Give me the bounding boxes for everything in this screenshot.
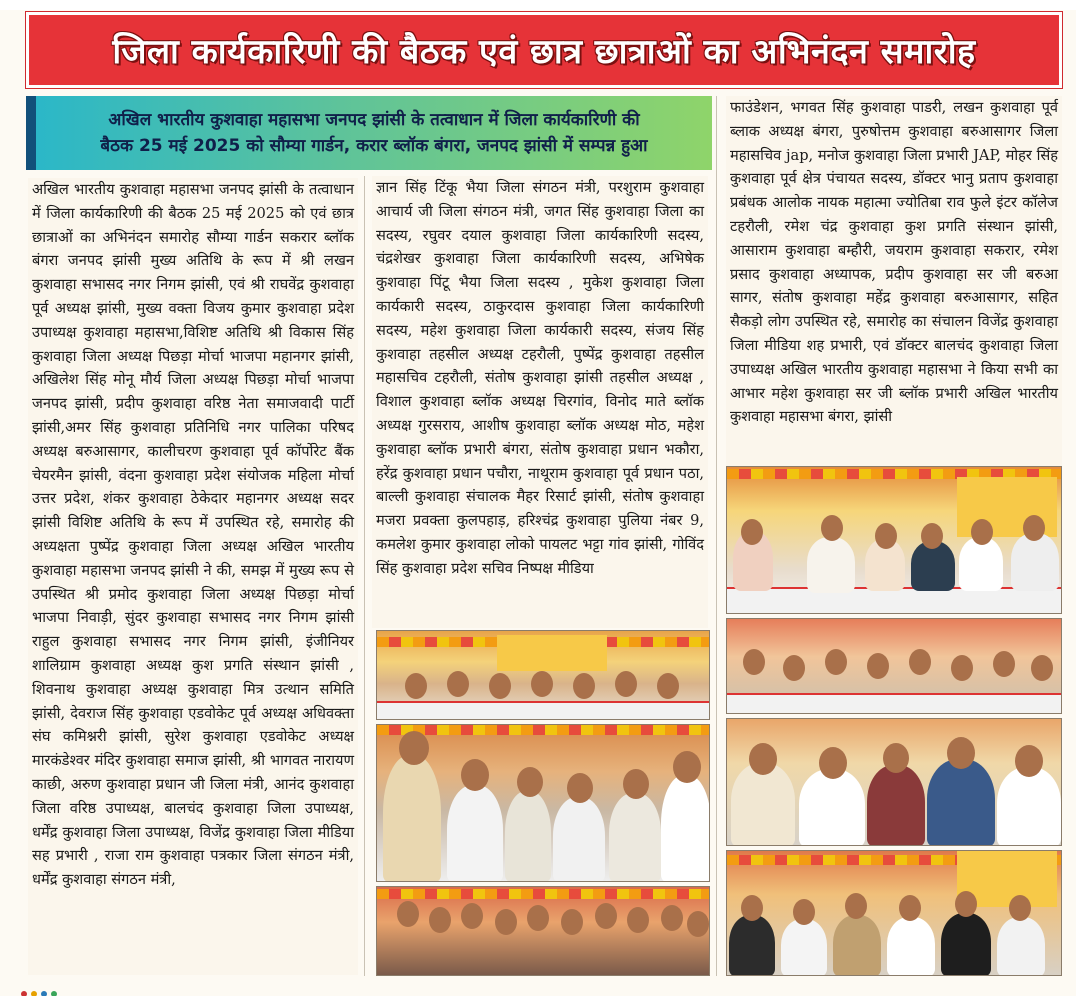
event-photo-stage xyxy=(376,630,710,720)
column-divider xyxy=(716,96,717,976)
event-photo-felicitation xyxy=(376,724,710,882)
headline: जिला कार्यकारिणी की बैठक एवं छात्र छात्राओं का अभिनंदन समारोह xyxy=(112,32,976,72)
event-photo-dais xyxy=(726,466,1062,614)
column-divider xyxy=(364,176,365,976)
event-photo-committee xyxy=(726,850,1062,976)
article-column-3: फाउंडेशन, भगवत सिंह कुशवाहा पाडरी, लखन कुशवाहा पूर्व ब्लाक अध्यक्ष बंगरा, पुरुषोत्तम कुशवाहा बरुआसागर जिला महासचिव jap, मनोज कुशवाहा जिला प्रभारी JAP, मोहर सिंह कुशवाहा पूर्व क्षेत्र पंचायत सदस्य, डॉक्टर भानु प्रताप कुशवाहा प्रबंधक आलोक नायक महात्मा ज्योतिबा राव फुले इंटर कॉलेज टहरौली, रमेश चंद्र कुशवाहा कुश प्रगति संस्थान झांसी, आसाराम कुशवाहा बम्हौरी, जयराम कुशवाहा सकरार, रमेश प्रसाद कुशवाहा अध्यापक, प्रदीप कुशवाहा सर जी बरुआ सागर, संतोष कुशवाहा महेंद्र कुशवाहा बरुआसागर, सहित सैकड़ो लोग उपस्थित रहे, समारोह का संचालन विजेंद्र कुशवाहा जिला मीडिया शह प्रभारी, एवं डॉक्टर बालचंद कुशवाहा जिला उपाध्यक्ष अखिल भारतीय कुशवाहा महासभा ने किया सभी का आभार महेश कुशवाहा सर जी ब्लॉक प्रभारी अखिल भारतीय कुशवाहा महासभा बंगरा, झांसी xyxy=(726,96,1062,468)
subheadline-line-1: अखिल भारतीय कुशवाहा महासभा जनपद झांसी के तत्वाधान में जिला कार्यकारिणी की xyxy=(108,110,640,130)
subheadline-line-2: बैठक 25 मई 2025 को सौम्या गार्डन, करार ब्लॉक बंगरा, जनपद झांसी में सम्पन्न हुआ xyxy=(100,136,648,156)
event-photo-students xyxy=(376,886,710,976)
article-column-1: अखिल भारतीय कुशवाहा महासभा जनपद झांसी के तत्वाधान में जिला कार्यकारिणी की बैठक 25 मई 2025 को एवं छात्र छात्राओं का अभिनंदन समारोह सौम्या गार्डन सकरार ब्लॉक बंगरा जनपद झांसी मुख्य अतिथि के रूप में श्री लखन कुशवाहा सभासद नगर निगम झांसी, एवं श्री राघवेंद्र कुशवाहा पूर्व अध्यक्ष झांसी, मुख्य वक्ता विजय कुमार कुशवाहा प्रदेश उपाध्यक्ष कुशवाहा महासभा,विशिष्ट अतिथि श्री विकास सिंह कुशवाहा जिला अध्यक्ष पिछड़ा मोर्चा भाजपा महानगर झांसी, अखिलेश सिंह मोनू मौर्य जिला अध्यक्ष पिछड़ा मोर्चा भाजपा जनपद झांसी, प्रदीप कुशवाहा वरिष्ठ नेता समाजवादी पार्टी झांसी,अमर सिंह कुशवाहा प्रतिनिधि नगर पालिका परिषद अध्यक्ष बरुआसागर, कालीचरण कुशवाहा पूर्व कॉर्पोरेट बैंक चेयरमैन झांसी, वंदना कुशवाहा प्रदेश संयोजक महिला मोर्चा उत्तर प्रदेश, शंकर कुशवाहा ठेकेदार महानगर अध्यक्ष सदर झांसी विशिष्ट अतिथि के रूप में उपस्थित रहे, समारोह की अध्यक्षता पुष्पेंद्र कुशवाहा जिला अध्यक्ष अखिल भारतीय कुशवाहा महासभा जनपद झांसी ने की, समझ में मुख्य रूप से उपस्थित श्री प्रमोद कुशवाहा जिला अध्यक्ष पिछड़ा मोर्चा भाजपा निवाड़ी, सुंदर कुशवाहा सभासद नगर निगम झांसी राहुल कुशवाहा सभासद नगर निगम झांसी, इंजीनियर शालिग्राम कुशवाहा अध्यक्ष कुश प्रगति संस्थान झांसी , शिवनाथ कुशवाहा अध्यक्ष कुशवाहा मित्र उत्थान समिति झांसी, देवराज सिंह कुशवाहा एडवोकेट पूर्व अध्यक्ष अधिवक्ता संघ कमिश्नरी झांसी, सुरेश कुशवाहा एडवोकेट अध्यक्ष मारकंडेश्वर मंदिर कुशवाहा समाज झांसी, श्री भागवत नारायण काछी, अरुण कुशवाहा प्रधान जी जिला मंत्री, आनंद कुशवाहा जिला वरिष्ठ उपाध्यक्ष, बालचंद कुशवाहा जिला उपाध्यक्ष, धर्मेंद्र कुशवाहा जिला उपाध्यक्ष, विजेंद्र कुशवाहा जिला मीडिया सह प्रभारी , राजा राम कुशवाहा पत्रकार जिला संगठन मंत्री, धर्मेंद्र कुशवाहा संगठन मंत्री, xyxy=(28,178,358,975)
headline-banner xyxy=(26,12,1062,88)
top-border xyxy=(0,0,1076,10)
decorative-dots xyxy=(18,986,78,996)
event-photo-guests xyxy=(726,718,1062,846)
subheadline-box xyxy=(26,96,712,170)
article-column-2: ज्ञान सिंह टिंकू भैया जिला संगठन मंत्री, परशुराम कुशवाहा आचार्य जी जिला संगठन मंत्री, जगत सिंह कुशवाहा जिला का सदस्य, रघुवर दयाल कुशवाहा जिला कार्यकारिणी सदस्य, चंद्रशेखर कुशवाहा जिला कार्यकारिणी सदस्य, अभिषेक कुशवाहा पिंटू भैया जिला सदस्य , मुकेश कुशवाहा जिला कार्यकारी सदस्य, ठाकुरदास कुशवाहा जिला कार्यकारिणी सदस्य, महेश कुशवाहा जिला कार्यकारी सदस्य, संजय सिंह कुशवाहा तहसील अध्यक्ष टहरौली, पुष्पेंद्र कुशवाहा तहसील महासचिव टहरौली, संतोष कुशवाहा झांसी तहसील अध्यक्ष , विशाल कुशवाहा ब्लॉक अध्यक्ष चिरगांव, विनोद माते ब्लॉक अध्यक्ष गुरसराय, आशीष कुशवाहा ब्लॉक अध्यक्ष मोठ, महेश कुशवाहा ब्लॉक प्रभारी बंगरा, संतोष कुशवाहा प्रधान भकौरा, हरेंद्र कुशवाहा प्रधान पचौरा, नाथूराम कुशवाहा पूर्व प्रधान पठा, बाल्ली कुशवाहा संचालक मैहर रिसार्ट झांसी, संतोष कुशवाहा मजरा प्रवक्ता कुलपहाड़, हरिश्चंद्र कुशवाहा पुलिया नंबर 9, कमलेश कुमार कुशवाहा लोको पायलट भट्टा गांव झांसी, गोविंद सिंह कुशवाहा प्रदेश सचिव निष्पक्ष मीडिया xyxy=(372,176,708,628)
event-photo-audience xyxy=(726,618,1062,714)
